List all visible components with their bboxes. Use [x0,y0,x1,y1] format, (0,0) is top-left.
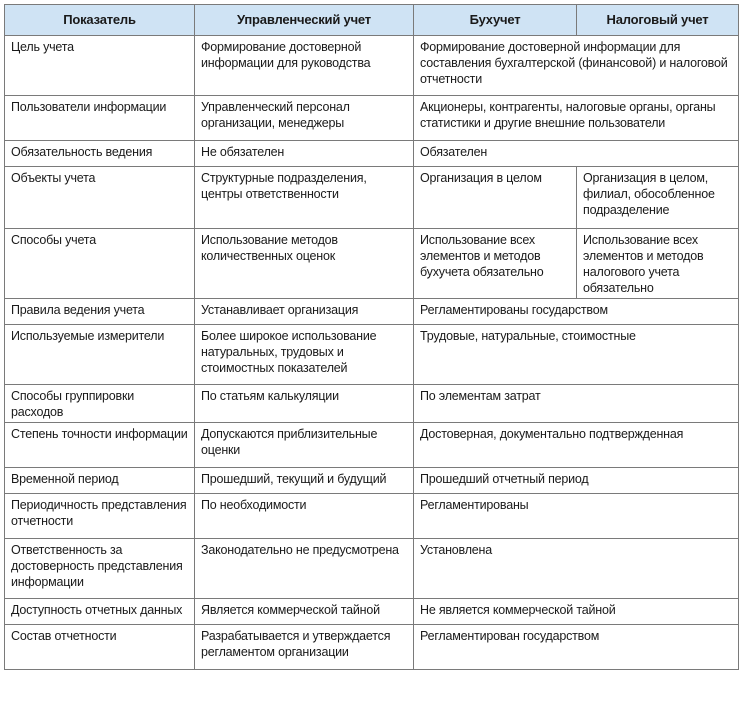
row-management: Не обязателен [195,141,414,167]
row-management: Прошедший, текущий и будущий [195,468,414,494]
row-management: Устанавливает организация [195,299,414,325]
row-shared: Регламентированы [414,494,739,539]
row-indicator: Цель учета [5,36,195,96]
row-shared: Регламентирован государством [414,625,739,670]
table-row [5,539,739,599]
table-row [5,141,739,167]
table-row [5,423,739,468]
table-row [5,599,739,625]
header-tax: Налоговый учет [577,5,739,36]
row-accounting: Использование всех элементов и методов бухучета обязательно [414,229,577,299]
row-management: Разрабатывается и утверждается регламентом организации [195,625,414,670]
row-shared: По элементам затрат [414,385,739,423]
row-tax: Организация в целом, филиал, обособленное подразделение [577,167,739,229]
row-management: Более широкое использование натуральных, трудовых и стоимостных показателей [195,325,414,385]
table-row [5,494,739,539]
comparison-table [4,4,739,670]
table-row [5,36,739,96]
table-row [5,385,739,423]
row-indicator: Степень точности информации [5,423,195,468]
row-shared: Установлена [414,539,739,599]
row-indicator: Доступность отчетных данных [5,599,195,625]
table-row [5,325,739,385]
row-indicator: Используемые измерители [5,325,195,385]
row-indicator: Обязательность ведения [5,141,195,167]
header-management: Управленческий учет [195,5,414,36]
row-management: Структурные подразделения, центры ответственности [195,167,414,229]
row-management: Использование методов количественных оценок [195,229,414,299]
row-indicator: Пользователи информации [5,96,195,141]
row-shared: Прошедший отчетный период [414,468,739,494]
row-tax: Использование всех элементов и методов налогового учета обязательно [577,229,739,299]
row-management: Формирование достоверной информации для руководства [195,36,414,96]
row-indicator: Способы учета [5,229,195,299]
row-management: По статьям калькуляции [195,385,414,423]
row-indicator: Ответственность за достоверность представления информации [5,539,195,599]
table-row [5,299,739,325]
row-indicator: Состав отчетности [5,625,195,670]
row-shared: Не является коммерческой тайной [414,599,739,625]
row-shared: Регламентированы государством [414,299,739,325]
row-shared: Формирование достоверной информации для составления бухгалтерской (финансовой) и налоговой отчетности [414,36,739,96]
row-indicator: Объекты учета [5,167,195,229]
row-shared: Трудовые, натуральные, стоимостные [414,325,739,385]
header-row [5,5,739,36]
table-row [5,96,739,141]
row-shared: Акционеры, контрагенты, налоговые органы, органы статистики и другие внешние пользователи [414,96,739,141]
row-indicator: Правила ведения учета [5,299,195,325]
header-indicator: Показатель [5,5,195,36]
header-accounting: Бухучет [414,5,577,36]
row-management: По необходимости [195,494,414,539]
row-management: Допускаются приблизительные оценки [195,423,414,468]
row-management: Является коммерческой тайной [195,599,414,625]
row-indicator: Периодичность представления отчетности [5,494,195,539]
row-shared: Обязателен [414,141,739,167]
table-row [5,468,739,494]
table-row [5,625,739,670]
row-indicator: Способы группировки расходов [5,385,195,423]
row-indicator: Временной период [5,468,195,494]
row-management: Законодательно не предусмотрена [195,539,414,599]
table-row [5,167,739,229]
row-management: Управленческий персонал организации, менеджеры [195,96,414,141]
table-row [5,229,739,299]
row-accounting: Организация в целом [414,167,577,229]
row-shared: Достоверная, документально подтвержденная [414,423,739,468]
